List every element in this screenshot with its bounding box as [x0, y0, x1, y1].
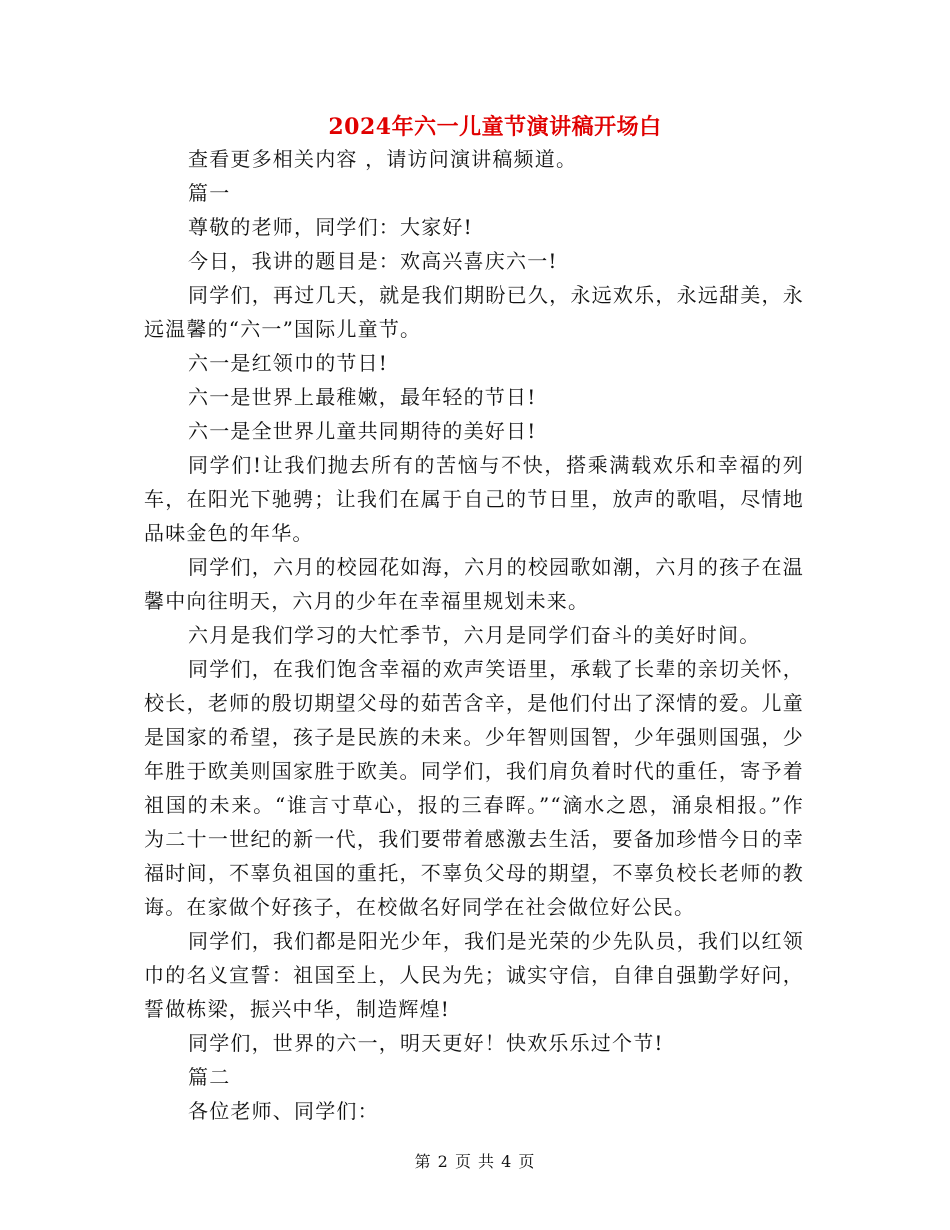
document-title: 2024年六一儿童节演讲稿开场白	[328, 114, 662, 140]
paragraph: 六一是全世界儿童共同期待的美好日!	[188, 419, 537, 443]
paragraph: 同学们!让我们抛去所有的苦恼与不快，搭乘满载欢乐和幸福的列车，在阳光下驰骋；让我们在属于自己的节日里，放声的歌唱，尽情地品味金色的年华。	[144, 453, 804, 545]
paragraph: 同学们，六月的校园花如海，六月的校园歌如潮，六月的孩子在温馨中向往明天，六月的少年在幸福里规划未来。	[144, 555, 804, 613]
paragraph: 同学们，在我们饱含幸福的欢声笑语里，承载了长辈的亲切关怀，校长，老师的殷切期望父母的茹苦含辛，是他们付出了深情的爱。儿童是国家的希望，孩子是民族的未来。少年智则国智，少年强则国强，少年胜于欧美则国家胜于欧美。同学们，我们肩负着时代的重任，寄予着祖国的未来。“谁言寸草心，报的三春晖。”“滴水之恩，涌泉相报。”作为二十一世纪的新一代，我们要带着感激去生活，要备加珍惜今日的幸福时间，不辜负祖国的重托，不辜负父母的期望，不辜负校长老师的教诲。在家做个好孩子，在校做名好同学在社会做位好公民。	[144, 657, 804, 919]
paragraph: 查看更多相关内容 ，请访问演讲稿频道。	[188, 147, 578, 171]
paragraph: 同学们，我们都是阳光少年，我们是光荣的少先队员，我们以红领巾的名义宣誓：祖国至上，人民为先；诚实守信，自律自强勤学好问，誓做栋梁，振兴中华，制造辉煌!	[144, 929, 804, 1021]
page-number-footer: 第 2 页 共 4 页	[414, 1152, 536, 1171]
paragraph: 今日，我讲的题目是：欢高兴喜庆六一!	[188, 249, 558, 273]
section-heading: 篇一	[188, 181, 231, 205]
paragraph: 六月是我们学习的大忙季节，六月是同学们奋斗的美好时间。	[188, 623, 761, 647]
document-body	[144, 142, 804, 1128]
section-heading: 篇二	[188, 1065, 231, 1089]
paragraph: 各位老师、同学们：	[188, 1099, 379, 1123]
paragraph: 同学们，再过几天，就是我们期盼已久，永远欢乐，永远甜美，永远温馨的“六一”国际儿童节。	[144, 283, 804, 341]
paragraph: 六一是红领巾的节日!	[188, 351, 389, 375]
paragraph: 尊敬的老师，同学们：大家好!	[188, 215, 473, 239]
paragraph: 六一是世界上最稚嫩，最年轻的节日!	[188, 385, 537, 409]
paragraph: 同学们，世界的六一，明天更好！快欢乐乐过个节!	[188, 1031, 664, 1055]
